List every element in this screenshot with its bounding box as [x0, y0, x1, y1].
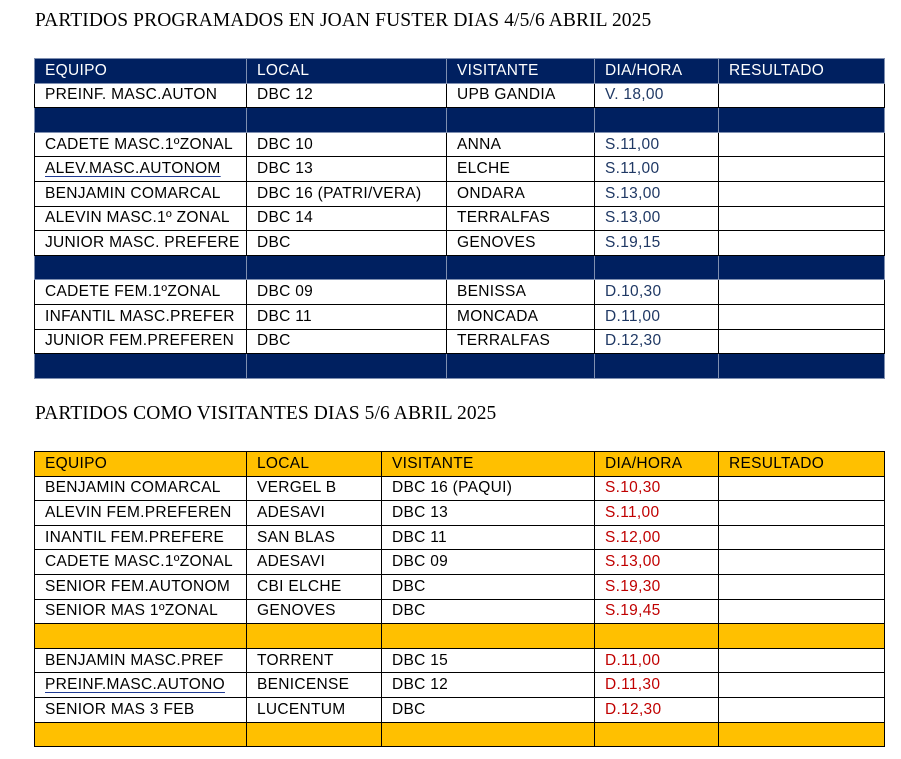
datetime-cell: S.11,00 [595, 157, 719, 182]
team-cell: SENIOR FEM.AUTONOM [35, 574, 247, 599]
team-cell: SENIOR MAS 3 FEB [35, 697, 247, 722]
table-row [35, 83, 885, 108]
table-header-row [35, 59, 885, 84]
datetime-cell: S.13,00 [595, 550, 719, 575]
team-cell: JUNIOR FEM.PREFEREN [35, 329, 247, 354]
table-row [35, 304, 885, 329]
separator-cell [595, 255, 719, 280]
result-cell [719, 525, 885, 550]
table-row [35, 132, 885, 157]
visitante-cell: TERRALFAS [447, 206, 595, 231]
table-row [35, 476, 885, 501]
separator-cell [382, 624, 595, 649]
datetime-cell: D.11,00 [595, 648, 719, 673]
result-cell [719, 231, 885, 256]
result-cell [719, 697, 885, 722]
separator-cell [382, 722, 595, 747]
equipo-header: EQUIPO [35, 59, 247, 84]
separator-cell [247, 108, 447, 133]
result-cell [719, 550, 885, 575]
local-cell: DBC 12 [247, 83, 447, 108]
datetime-cell: D.11,00 [595, 304, 719, 329]
local-cell: VERGEL B [247, 476, 382, 501]
datetime-cell: S.19,15 [595, 231, 719, 256]
separator-cell [447, 255, 595, 280]
separator-cell [719, 722, 885, 747]
local-cell: LUCENTUM [247, 697, 382, 722]
result-cell [719, 83, 885, 108]
result-cell [719, 476, 885, 501]
table-row [35, 550, 885, 575]
table-row [35, 157, 885, 182]
datetime-cell: S.13,00 [595, 181, 719, 206]
result-cell [719, 574, 885, 599]
local-header: LOCAL [247, 452, 382, 477]
visitante-cell: DBC 12 [382, 673, 595, 698]
separator-cell [247, 255, 447, 280]
separator-cell [595, 354, 719, 379]
result-cell [719, 304, 885, 329]
separator-cell [595, 108, 719, 133]
home-matches-table [34, 58, 885, 379]
team-cell: BENJAMIN COMARCAL [35, 476, 247, 501]
separator-cell [35, 722, 247, 747]
result-cell [719, 599, 885, 624]
separator-cell [35, 624, 247, 649]
dia-hora-header: DIA/HORA [595, 452, 719, 477]
team-cell [35, 673, 247, 698]
team-cell: CADETE MASC.1ºZONAL [35, 132, 247, 157]
datetime-cell: S.11,00 [595, 132, 719, 157]
local-cell: BENICENSE [247, 673, 382, 698]
visitante-cell: DBC 16 (PAQUI) [382, 476, 595, 501]
visitante-header: VISITANTE [382, 452, 595, 477]
separator-cell [447, 354, 595, 379]
visitante-cell: DBC 13 [382, 501, 595, 526]
visitante-cell: MONCADA [447, 304, 595, 329]
table-row [35, 206, 885, 231]
visitante-cell: ELCHE [447, 157, 595, 182]
team-name: PREINF.MASC.AUTONO [45, 676, 225, 694]
local-cell: TORRENT [247, 648, 382, 673]
separator-cell [719, 624, 885, 649]
result-cell [719, 132, 885, 157]
separator-cell [447, 108, 595, 133]
table-row [35, 648, 885, 673]
local-header: LOCAL [247, 59, 447, 84]
datetime-cell: S.19,45 [595, 599, 719, 624]
table-header-row [35, 452, 885, 477]
local-cell: DBC 13 [247, 157, 447, 182]
separator-row [35, 255, 885, 280]
visitante-cell: GENOVES [447, 231, 595, 256]
visitante-cell: TERRALFAS [447, 329, 595, 354]
separator-cell [247, 722, 382, 747]
datetime-cell: S.13,00 [595, 206, 719, 231]
local-cell: CBI ELCHE [247, 574, 382, 599]
local-cell: DBC 14 [247, 206, 447, 231]
local-cell: DBC 10 [247, 132, 447, 157]
team-cell: ALEVIN MASC.1º ZONAL [35, 206, 247, 231]
separator-cell [35, 354, 247, 379]
team-cell: INFANTIL MASC.PREFER [35, 304, 247, 329]
datetime-cell: V. 18,00 [595, 83, 719, 108]
datetime-cell: S.19,30 [595, 574, 719, 599]
local-cell: DBC [247, 231, 447, 256]
datetime-cell: D.11,30 [595, 673, 719, 698]
local-cell: SAN BLAS [247, 525, 382, 550]
datetime-cell: S.11,00 [595, 501, 719, 526]
team-cell: ALEVIN FEM.PREFEREN [35, 501, 247, 526]
away-matches-table [34, 451, 885, 747]
datetime-cell: D.10,30 [595, 280, 719, 305]
team-cell: SENIOR MAS 1ºZONAL [35, 599, 247, 624]
table-row [35, 525, 885, 550]
table-row [35, 231, 885, 256]
separator-row [35, 624, 885, 649]
visitante-cell: DBC 11 [382, 525, 595, 550]
visitante-header: VISITANTE [447, 59, 595, 84]
table-row [35, 501, 885, 526]
resultado-header: RESULTADO [719, 59, 885, 84]
result-cell [719, 206, 885, 231]
home-schedule-title: PARTIDOS PROGRAMADOS EN JOAN FUSTER DIAS 4/5/6 ABRIL 2025 [35, 10, 652, 31]
table-row [35, 181, 885, 206]
away-schedule-title: PARTIDOS COMO VISITANTES DIAS 5/6 ABRIL 2025 [35, 403, 497, 424]
team-name: ALEV.MASC.AUTONOM [45, 160, 221, 178]
dia-hora-header: DIA/HORA [595, 59, 719, 84]
local-cell: DBC 16 (PATRI/VERA) [247, 181, 447, 206]
datetime-cell: D.12,30 [595, 329, 719, 354]
table-row [35, 697, 885, 722]
visitante-cell: DBC [382, 697, 595, 722]
separator-cell [719, 255, 885, 280]
team-cell [35, 157, 247, 182]
result-cell [719, 329, 885, 354]
result-cell [719, 181, 885, 206]
visitante-cell: DBC [382, 599, 595, 624]
datetime-cell: S.12,00 [595, 525, 719, 550]
team-cell: PREINF. MASC.AUTON [35, 83, 247, 108]
visitante-cell: ANNA [447, 132, 595, 157]
visitante-cell: DBC 15 [382, 648, 595, 673]
separator-cell [35, 108, 247, 133]
table-row [35, 280, 885, 305]
visitante-cell: DBC 09 [382, 550, 595, 575]
visitante-cell: DBC [382, 574, 595, 599]
datetime-cell: D.12,30 [595, 697, 719, 722]
table-row [35, 599, 885, 624]
result-cell [719, 648, 885, 673]
local-cell: DBC [247, 329, 447, 354]
visitante-cell: BENISSA [447, 280, 595, 305]
separator-cell [595, 624, 719, 649]
local-cell: GENOVES [247, 599, 382, 624]
separator-cell [35, 255, 247, 280]
datetime-cell: S.10,30 [595, 476, 719, 501]
table-row [35, 574, 885, 599]
team-cell: BENJAMIN MASC.PREF [35, 648, 247, 673]
team-cell: BENJAMIN COMARCAL [35, 181, 247, 206]
separator-row [35, 354, 885, 379]
result-cell [719, 157, 885, 182]
separator-cell [247, 624, 382, 649]
local-cell: DBC 11 [247, 304, 447, 329]
separator-row [35, 108, 885, 133]
separator-cell [247, 354, 447, 379]
equipo-header: EQUIPO [35, 452, 247, 477]
table-row [35, 329, 885, 354]
result-cell [719, 673, 885, 698]
team-cell: INANTIL FEM.PREFERE [35, 525, 247, 550]
team-cell: JUNIOR MASC. PREFERE [35, 231, 247, 256]
local-cell: ADESAVI [247, 501, 382, 526]
result-cell [719, 280, 885, 305]
visitante-cell: UPB GANDIA [447, 83, 595, 108]
local-cell: DBC 09 [247, 280, 447, 305]
visitante-cell: ONDARA [447, 181, 595, 206]
result-cell [719, 501, 885, 526]
separator-cell [719, 354, 885, 379]
separator-cell [719, 108, 885, 133]
resultado-header: RESULTADO [719, 452, 885, 477]
separator-row [35, 722, 885, 747]
table-row [35, 673, 885, 698]
local-cell: ADESAVI [247, 550, 382, 575]
separator-cell [595, 722, 719, 747]
team-cell: CADETE MASC.1ºZONAL [35, 550, 247, 575]
team-cell: CADETE FEM.1ºZONAL [35, 280, 247, 305]
